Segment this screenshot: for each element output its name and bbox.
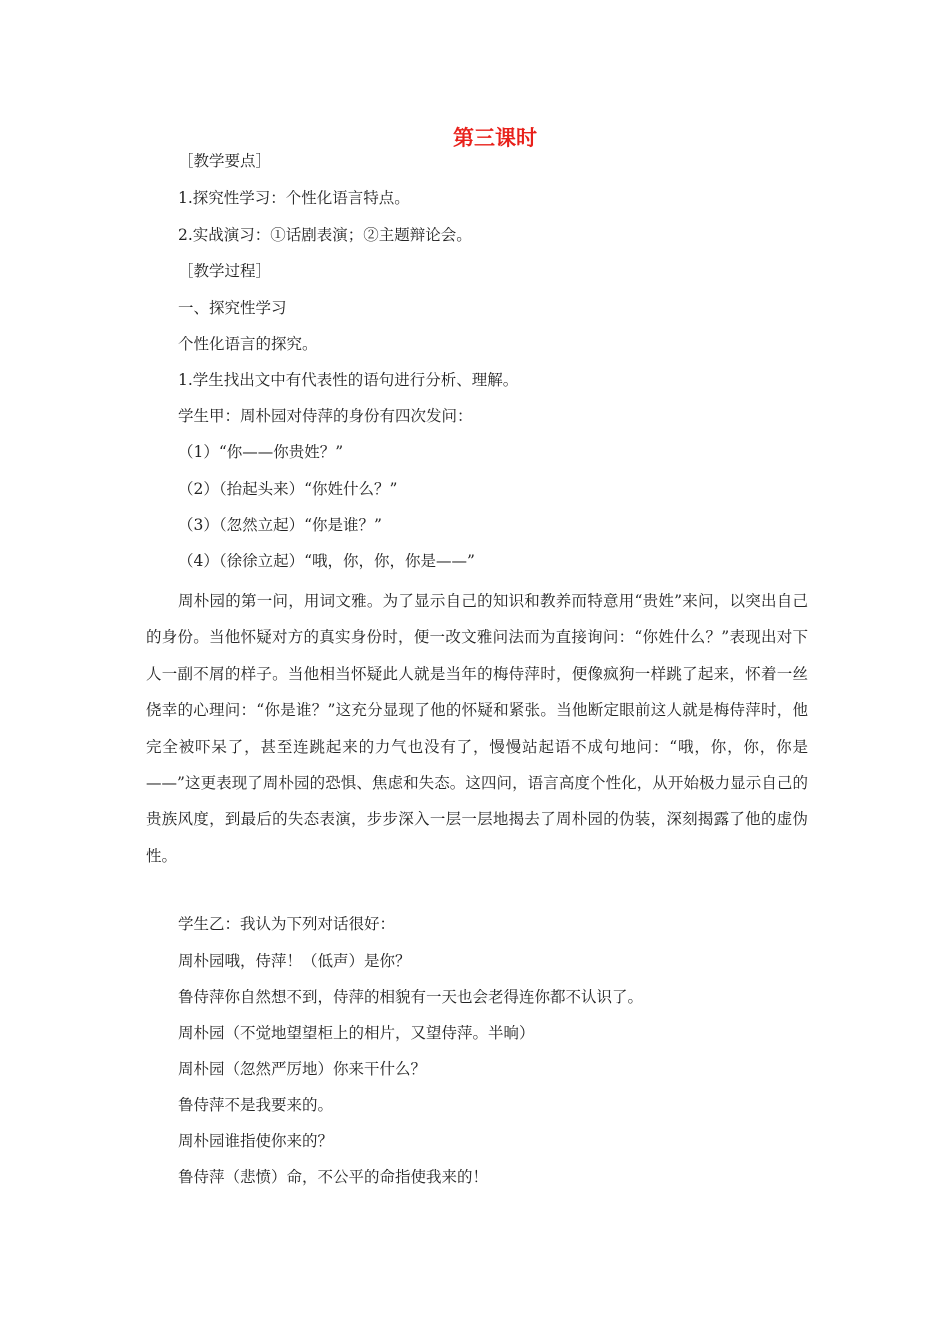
process-heading: ［教学过程］ [178,262,272,280]
student-b-line: 学生乙：我认为下列对话很好： [178,915,396,933]
dialogue-line-6: 周朴园谁指使你来的？ [178,1132,334,1150]
dialogue-line-1: 周朴园哦，侍萍！（低声）是你？ [178,952,411,970]
dialogue-line-3: 周朴园（不觉地望望柜上的相片，又望侍萍。半晌） [178,1024,535,1042]
key-point-2: 2.实战演习：①话剧表演；②主题辩论会。 [178,226,472,244]
dialogue-line-7: 鲁侍萍（悲愤）命，不公平的命指使我来的！ [178,1168,489,1186]
analysis-paragraph: 周朴园的第一问，用词文雅。为了显示自己的知识和教养而特意用“贵姓”来问，以突出自己的身份。当他怀疑对方的真实身份时，便一改文雅问法而为直接询问：“你姓什么？”表现出对下人一副不屑的样子。当他相当怀疑此人就是当年的梅侍萍时，便像疯狗一样跳了起来，怀着一丝侥幸的心理问：“你是谁？”这充分显现了他的怀疑和紧张。当他断定眼前这人就是梅侍萍时，他完全被吓呆了，甚至连跳起来的力气也没有了，慢慢站起语不成句地问：“哦，你，你，你是——”这更表现了周朴园的恐惧、焦虑和失态。这四问，语言高度个性化，从开始极力显示自己的贵族风度，到最后的失态表演，步步深入一层一层地揭去了周朴园的伪装，深刻揭露了他的虚伪性。 [146,592,808,865]
question-4: （4）（徐徐立起）“哦，你，你，你是——” [178,552,475,570]
dialogue-line-2: 鲁侍萍你自然想不到，侍萍的相貌有一天也会老得连你都不认识了。 [178,988,644,1006]
key-point-1: 1.探究性学习：个性化语言特点。 [178,189,410,207]
page-title: 第三课时 [453,126,537,150]
question-1: （1）“你——你贵姓？” [178,443,344,461]
key-points-heading: ［教学要点］ [178,152,272,170]
part-one-intro: 个性化语言的探究。 [178,335,318,353]
question-2: （2）（抬起头来）“你姓什么？” [178,480,398,498]
step-1: 1.学生找出文中有代表性的语句进行分析、理解。 [178,371,519,389]
question-3: （3）（忽然立起）“你是谁？” [178,516,382,534]
student-a-line: 学生甲：周朴园对侍萍的身份有四次发问： [178,407,473,425]
dialogue-line-4: 周朴园（忽然严厉地）你来干什么？ [178,1060,427,1078]
dialogue-line-5: 鲁侍萍不是我要来的。 [178,1096,334,1114]
part-one-heading: 一、探究性学习 [178,299,287,317]
